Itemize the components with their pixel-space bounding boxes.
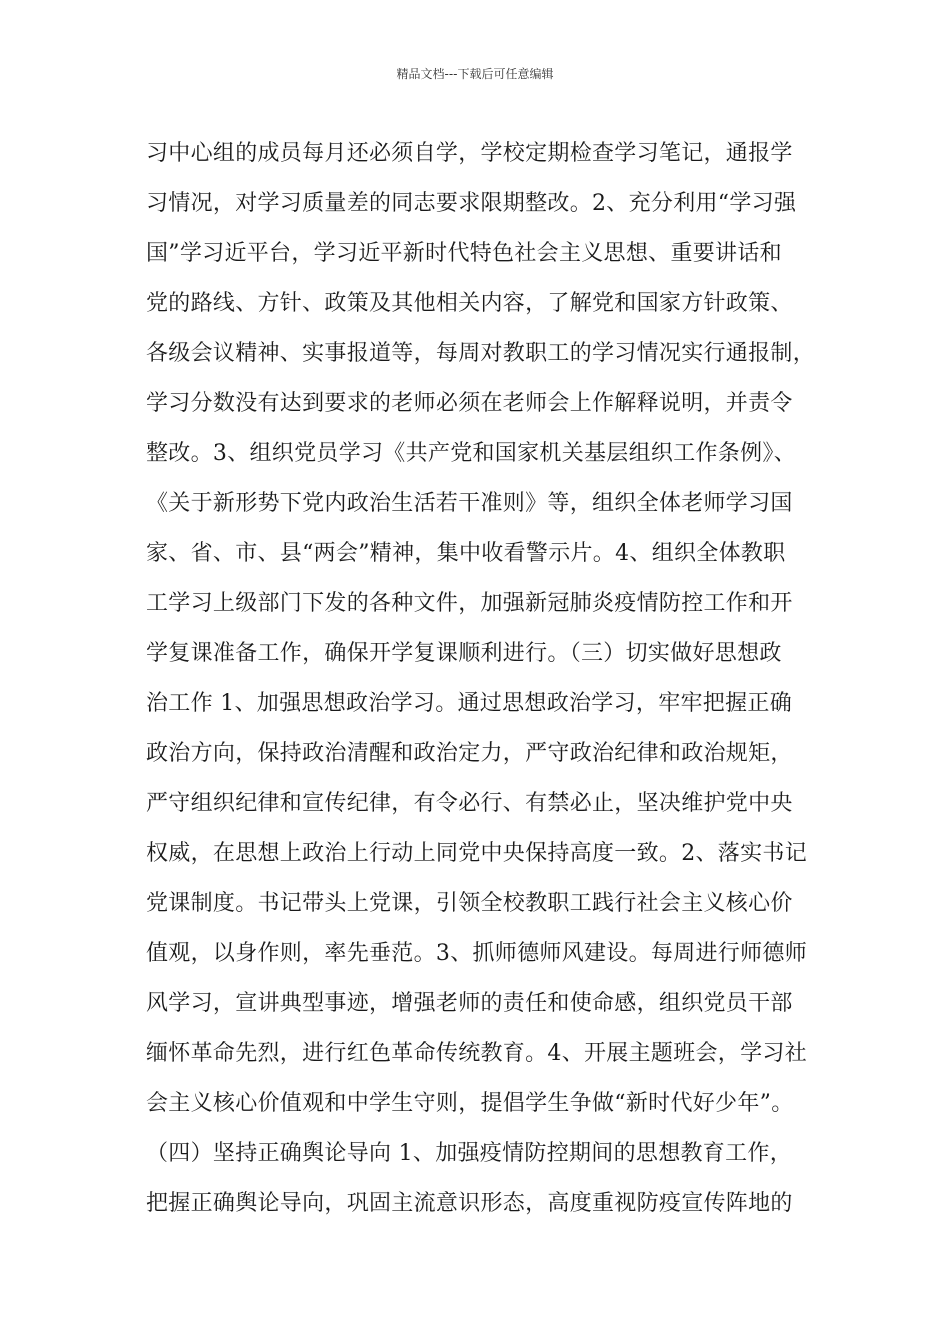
text-line: 各级会议精神、实事报道等，每周对教职工的学习情况实行通报制， xyxy=(146,341,816,366)
text-line: 习情况，对学习质量差的同志要求限期整改。2、充分利用“学习强 xyxy=(146,191,797,216)
text-line: 整改。3、组织党员学习《共产党和国家机关基层组织工作条例》、 xyxy=(146,441,796,466)
text-line: 党课制度。书记带头上党课，引领全校教职工践行社会主义核心价 xyxy=(146,891,793,916)
text-line: 党的路线、方针、政策及其他相关内容，了解党和国家方针政策、 xyxy=(146,291,793,316)
text-line: 学复课准备工作，确保开学复课顺利进行。（三）切实做好思想政 xyxy=(146,641,782,666)
text-line: 值观，以身作则，率先垂范。3、抓师德师风建设。每周进行师德师 xyxy=(146,941,807,966)
text-line: 学习分数没有达到要求的老师必须在老师会上作解释说明，并责令 xyxy=(146,391,793,416)
text-line: （四）坚持正确舆论导向 1、加强疫情防控期间的思想教育工作， xyxy=(146,1141,792,1166)
text-line: 严守组织纪律和宣传纪律，有令必行、有禁必止，坚决维护党中央 xyxy=(146,791,793,816)
text-line: 权威，在思想上政治上行动上同党中央保持高度一致。2、落实书记 xyxy=(146,841,807,866)
text-line: 缅怀革命先烈，进行红色革命传统教育。4、开展主题班会，学习社 xyxy=(146,1041,807,1066)
text-line: 《关于新形势下党内政治生活若干准则》等，组织全体老师学习国 xyxy=(146,491,793,516)
text-line: 习中心组的成员每月还必须自学，学校定期检查学习笔记，通报学 xyxy=(146,141,793,166)
text-line: 政治方向，保持政治清醒和政治定力，严守政治纪律和政治规矩， xyxy=(146,741,793,766)
text-line: 风学习，宣讲典型事迹，增强老师的责任和使命感，组织党员干部 xyxy=(146,991,793,1016)
text-line: 家、省、市、县“两会”精神，集中收看警示片。4、组织全体教职 xyxy=(146,541,786,566)
text-line: 治工作 1、加强思想政治学习。通过思想政治学习，牢牢把握正确 xyxy=(146,691,792,716)
text-line: 国”学习近平台，学习近平新时代特色社会主义思想、重要讲话和 xyxy=(146,241,782,266)
page-header: 精品文档---下载后可任意编辑 xyxy=(396,67,554,81)
text-line: 会主义核心价值观和中学生守则，提倡学生争做“新时代好少年”。 xyxy=(146,1091,794,1116)
text-line: 工学习上级部门下发的各种文件，加强新冠肺炎疫情防控工作和开 xyxy=(146,591,793,616)
text-line: 把握正确舆论导向，巩固主流意识形态，高度重视防疫宣传阵地的 xyxy=(146,1191,793,1216)
document-body xyxy=(146,129,836,1229)
